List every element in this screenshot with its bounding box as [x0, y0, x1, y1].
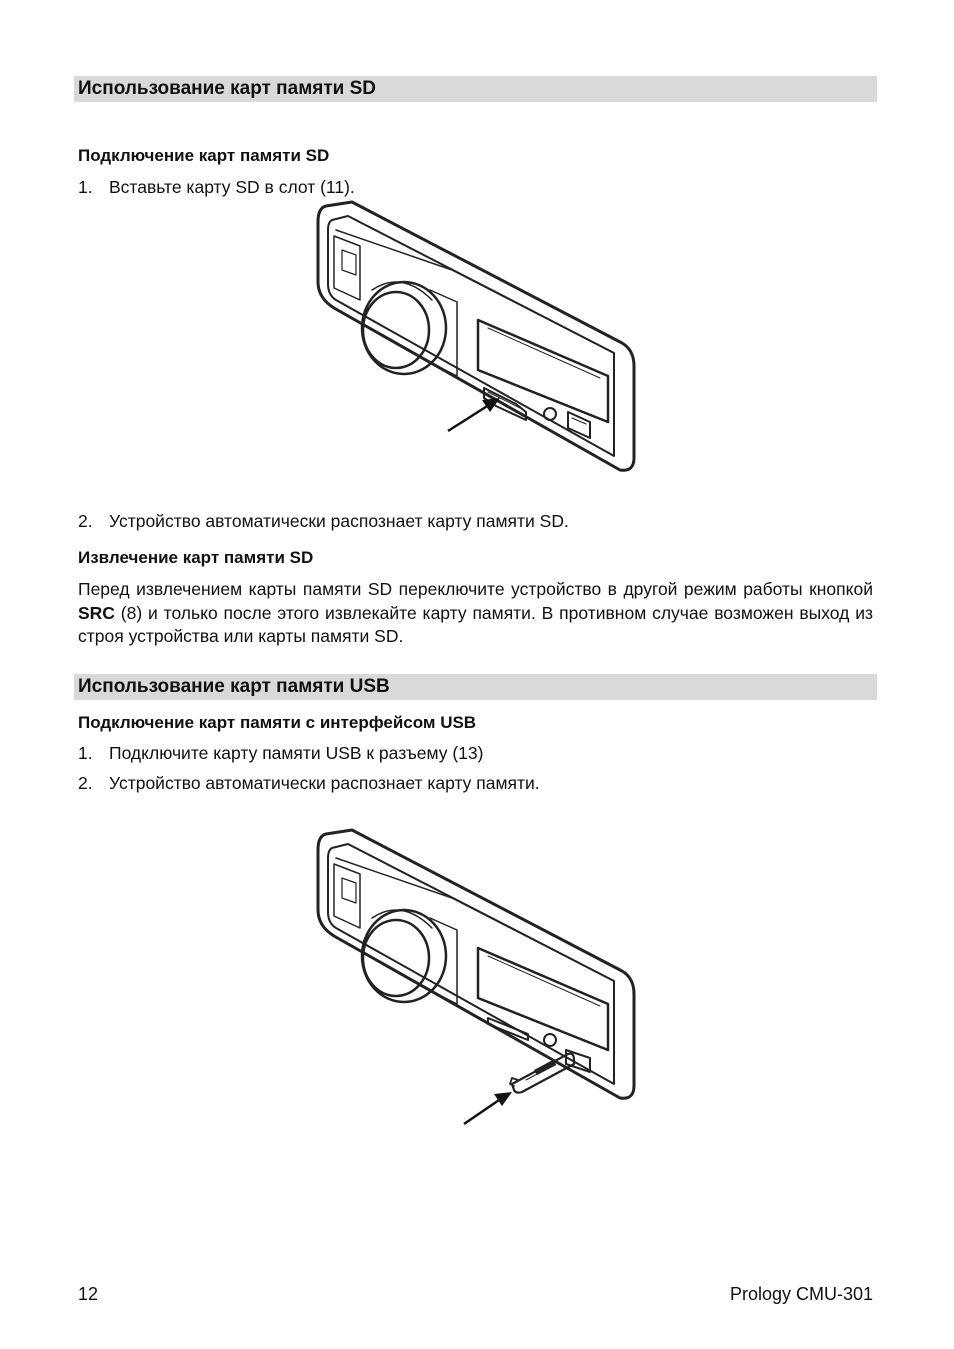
section-title-usb: Использование карт памяти USB: [78, 676, 390, 697]
product-name: Prology CMU-301: [729, 1284, 873, 1304]
sd-step-2-number: 2.: [78, 511, 93, 531]
sd-insertion-illustration: [312, 200, 642, 478]
subheading-sd-remove: Извлечение карт памяти SD: [78, 548, 314, 567]
usb-step-2: [78, 772, 540, 794]
sd-remove-text-2: (8) и только после этого извлекайте карту памяти. В противном случае возможен выход из строя устройства или карты памяти SD.: [78, 602, 873, 646]
src-button-label: SRC: [78, 602, 115, 623]
sd-step-1-number: 1.: [78, 177, 93, 197]
usb-insertion-illustration: [312, 828, 642, 1128]
usb-step-1-number: 1.: [78, 743, 93, 763]
usb-step-1-text: Подключите карту памяти USB к разъему (13): [109, 743, 484, 763]
section-header-sd: [74, 76, 877, 102]
subheading-usb-connect: Подключение карт памяти с интерфейсом USB: [78, 713, 477, 732]
sd-step-1-text: Вставьте карту SD в слот (11).: [109, 177, 355, 197]
section-header-usb: [74, 674, 877, 700]
sd-step-1: [78, 176, 355, 198]
usb-step-1: [78, 742, 483, 764]
sd-step-2-text: Устройство автоматически распознает карту памяти SD.: [109, 511, 569, 531]
usb-step-2-text: Устройство автоматически распознает карту памяти.: [109, 773, 540, 793]
section-title-sd: Использование карт памяти SD: [78, 78, 377, 99]
sd-remove-paragraph: [78, 578, 873, 649]
usb-step-2-number: 2.: [78, 773, 93, 793]
sd-step-2: [78, 510, 569, 532]
page-number: 12: [78, 1284, 99, 1304]
sd-remove-text-1: Перед извлечением карты памяти SD переключите устройство в другой режим работы кнопкой: [78, 579, 873, 599]
subheading-sd-connect: Подключение карт памяти SD: [78, 146, 330, 165]
